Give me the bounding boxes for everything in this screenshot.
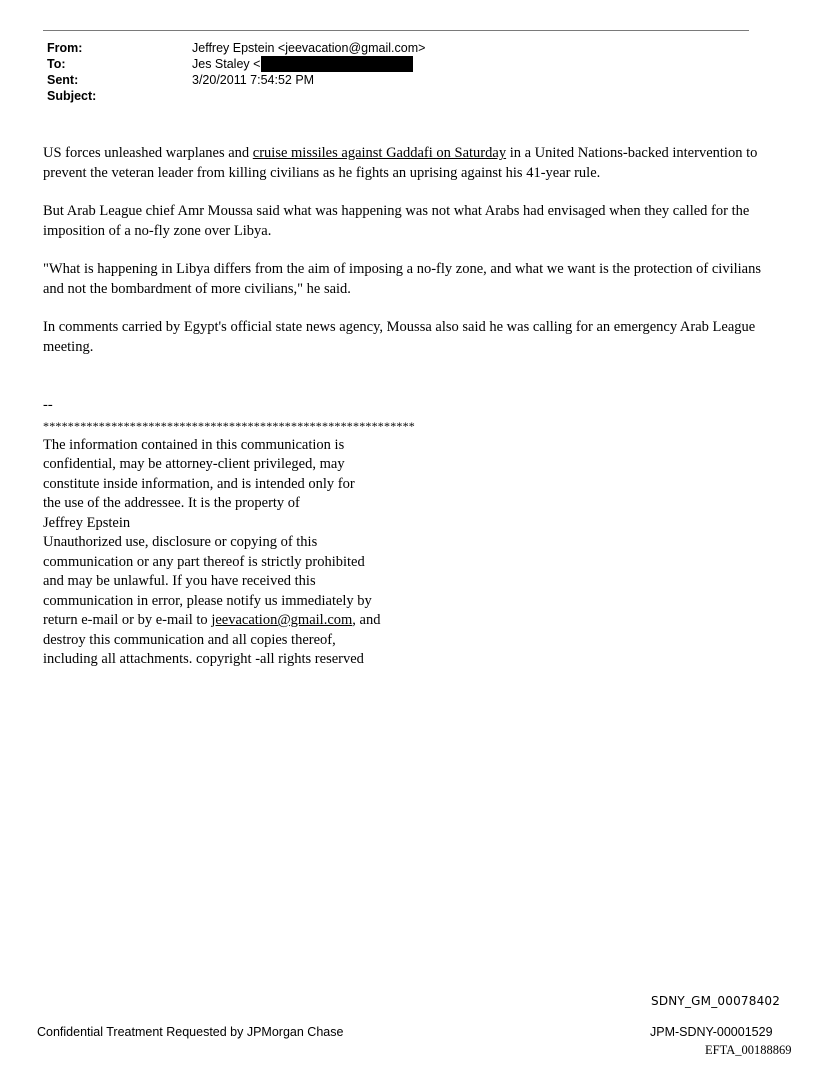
disclaimer-line: the use of the addressee. It is the property of bbox=[43, 495, 300, 511]
disclaimer-line: communication or any part thereof is strictly prohibited bbox=[43, 553, 365, 570]
email-line-pre: return e-mail or by e-mail to bbox=[43, 612, 212, 628]
paragraph-1 bbox=[43, 144, 763, 183]
bates-jpm: JPM-SDNY-00001529 bbox=[650, 1025, 773, 1039]
disclaimer-email-line bbox=[43, 611, 563, 631]
redaction-box bbox=[261, 56, 413, 72]
disclaimer-line: Unauthorized use, disclosure or copying of this bbox=[43, 534, 318, 550]
subject-label: Subject: bbox=[47, 89, 97, 103]
disclaimer bbox=[43, 436, 563, 670]
disclaimer-line: including all attachments. copyright -all rights reserved bbox=[43, 651, 364, 667]
disclaimer-line: destroy this communication and all copies thereof, bbox=[43, 631, 336, 648]
email-body bbox=[43, 144, 763, 376]
to-label: To: bbox=[47, 57, 66, 71]
to-value: Jes Staley < bbox=[192, 57, 261, 71]
disclaimer-line: confidential, may be attorney-client privileged, may bbox=[43, 456, 345, 472]
signature-dashes: -- bbox=[43, 397, 53, 413]
bates-sdny: SDNY_GM_00078402 bbox=[651, 994, 781, 1008]
confidential-notice: Confidential Treatment Requested by JPMorgan Chase bbox=[37, 1025, 344, 1039]
disclaimer-line: constitute inside information, and is intended only for bbox=[43, 475, 355, 492]
signature-block bbox=[43, 396, 563, 670]
bates-efta: EFTA_00188869 bbox=[705, 1043, 792, 1057]
to-value-wrap bbox=[192, 56, 413, 72]
from-value: Jeffrey Epstein <jeevacation@gmail.com> bbox=[192, 41, 426, 55]
article-link[interactable]: cruise missiles against Gaddafi on Saturday bbox=[252, 145, 507, 161]
signature-stars: ************************************************************ bbox=[43, 418, 415, 433]
paragraph-3: "What is happening in Libya differs from the aim of imposing a no-fly zone, and what we want is the protection of civilians and not the bombardment of more civilians," he said. bbox=[43, 261, 761, 297]
sent-value: 3/20/2011 7:54:52 PM bbox=[192, 73, 315, 87]
p1-pre: US forces unleashed warplanes and bbox=[43, 145, 253, 161]
header-divider bbox=[43, 30, 749, 31]
paragraph-4: In comments carried by Egypt's official state news agency, Moussa also said he was calling for an emergency Arab League meeting. bbox=[43, 319, 756, 355]
email-link[interactable]: jeevacation@gmail.com bbox=[211, 612, 353, 628]
email-line-post: , and bbox=[352, 612, 381, 628]
p1-post: in a United Nations-backed intervention to prevent the veteran leader from killing civilians as he fights an uprising against his 41-year rule. bbox=[43, 145, 758, 181]
disclaimer-line: The information contained in this communication is bbox=[43, 436, 345, 453]
disclaimer-line: communication in error, please notify us immediately by bbox=[43, 592, 372, 609]
disclaimer-line: and may be unlawful. If you have received this bbox=[43, 573, 316, 589]
from-label: From: bbox=[47, 41, 83, 55]
paragraph-2: But Arab League chief Amr Moussa said what was happening was not what Arabs had envisaged when they called for the imposition of a no-fly zone over Libya. bbox=[43, 203, 750, 239]
sent-label: Sent: bbox=[47, 73, 79, 87]
disclaimer-line: Jeffrey Epstein bbox=[43, 514, 131, 531]
